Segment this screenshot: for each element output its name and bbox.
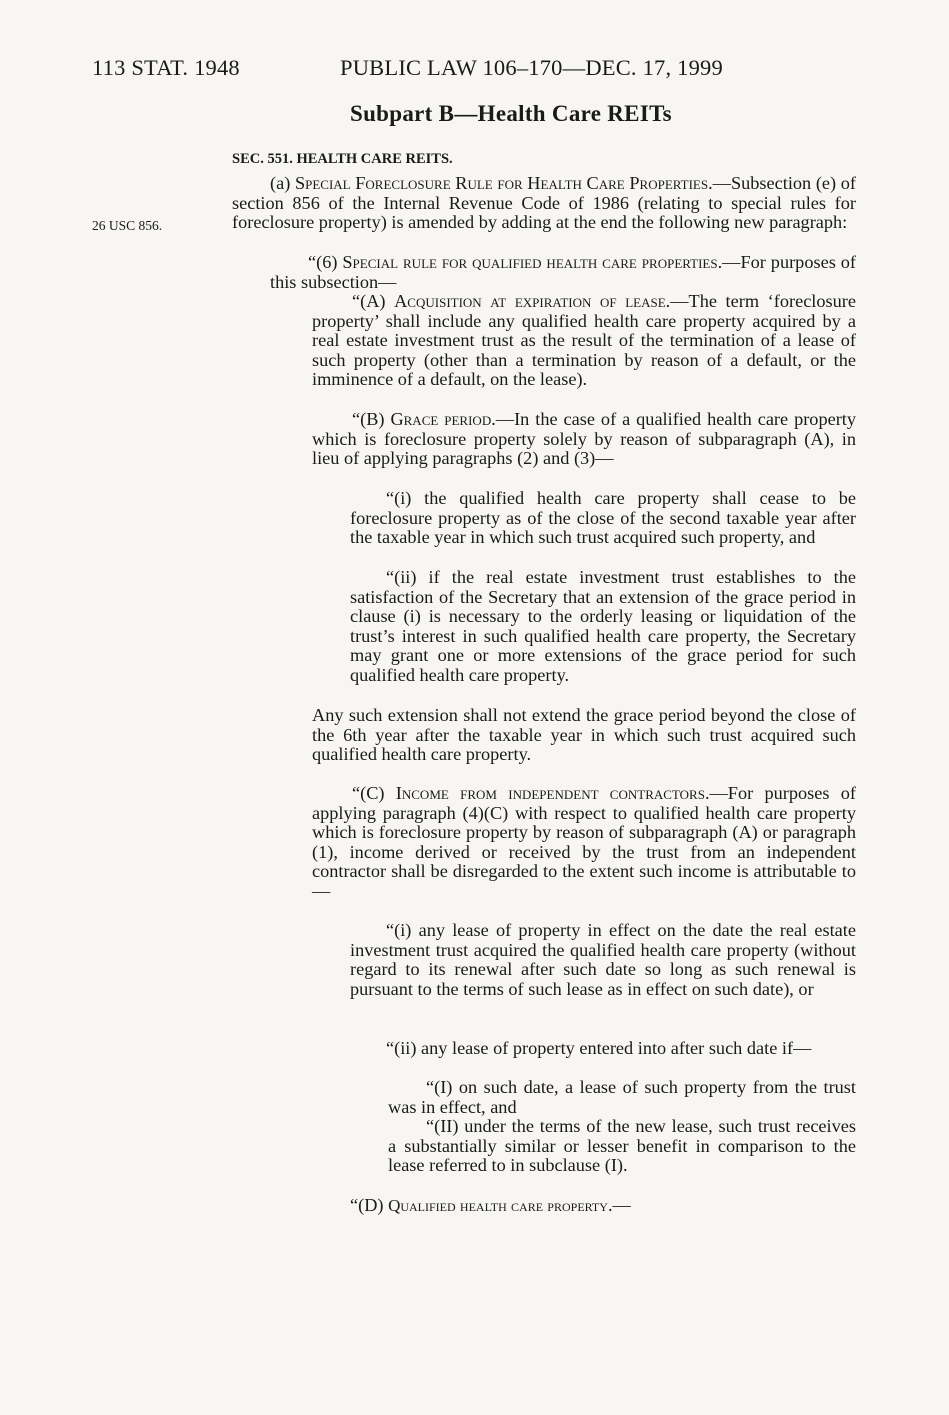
paragraph-6-body: .—For purposes of this subsection— [270, 252, 856, 292]
clause-C-ii: “(ii) any lease of property entered into after such date if— [386, 1038, 812, 1058]
paragraph-a-lead: (a) [270, 173, 295, 193]
subparagraph-D-lead: “(D) [350, 1195, 389, 1215]
margin-citation: 26 USC 856. [92, 218, 163, 233]
subparagraph-C-lead: “(C) [352, 783, 396, 803]
subparagraph-A [312, 292, 856, 390]
subparagraph-C [312, 784, 856, 902]
law-title: PUBLIC LAW 106–170—DEC. 17, 1999 [340, 55, 723, 80]
subparagraph-D [350, 1196, 856, 1216]
subparagraph-C-caption: Income from independent contractors [395, 783, 705, 803]
subparagraph-D-body: .— [607, 1195, 631, 1215]
subparagraph-B [312, 410, 856, 469]
subparagraph-D-caption: Qualified health care property [388, 1196, 608, 1215]
subparagraph-B-lead: “(B) [352, 409, 391, 429]
paragraph-6-caption: Special rule for qualified health care properties [342, 252, 718, 272]
paragraph-6 [270, 253, 856, 292]
running-head [92, 55, 792, 85]
subpart-title: Subpart B—Health Care REITs [350, 101, 672, 126]
paragraph-a-caption: Special Foreclosure Rule for Health Care Properties [294, 173, 709, 193]
subclause-I: “(I) on such date, a lease of such property from the trust was in effect, and [388, 1077, 856, 1117]
subparagraph-A-lead: “(A) [352, 291, 395, 311]
statute-page-number: 113 STAT. 1948 [92, 55, 240, 80]
subclause-II: “(II) under the terms of the new lease, such trust receives a substantially similar or lesser benefit in comparison to the lease referred to in subclause (I). [388, 1116, 856, 1176]
clause-B-ii: “(ii) if the real estate investment trust establishes to the satisfaction of the Secretary that an extension of the grace period in clause (i) is necessary to the orderly leasing or liquidation of the trust’s interest in such qualified health care property, the Secretary may grant one or more extensions of the grace period for such qualified health care property. [350, 567, 856, 685]
extension-limit-text: Any such extension shall not extend the grace period beyond the close of the 6th year after the taxable year in which such trust acquired such qualified health care property. [312, 705, 856, 765]
subparagraph-A-body: .—The term ‘foreclosure property’ shall include any qualified health care property acquired by a real estate investment trust as the result of the termination of a lease of such property (other than a termination by reason of a default, or the imminence of a default, on the lease). [312, 291, 856, 390]
paragraph-6-lead: “(6) [308, 252, 343, 272]
subparagraph-A-caption: Acquisition at expiration of lease [394, 291, 666, 311]
paragraph-a-body: .—Subsection (e) of section 856 of the Internal Revenue Code of 1986 (relating to special rules for foreclosure property) is amended by adding at the end the following new paragraph: [232, 173, 856, 233]
subparagraph-C-body: .—For purposes of applying paragraph (4)(C) with respect to qualified health care property which is foreclosure property by reason of subparagraph (A) or paragraph (1), income derived or received by the trust from an independent contractor shall be disregarded to the extent such income is attributable to— [312, 783, 856, 901]
subparagraph-B-body: .—In the case of a qualified health care property which is foreclosure property solely by reason of subparagraph (A), in lieu of applying paragraphs (2) and (3)— [312, 409, 857, 469]
clause-B-i: “(i) the qualified health care property shall cease to be foreclosure property as of the close of the second taxable year after the taxable year in which such trust acquired such property, and [350, 488, 856, 548]
section-heading: SEC. 551. HEALTH CARE REITS. [232, 151, 453, 167]
clause-C-i: “(i) any lease of property in effect on the date the real estate investment trust acquired the qualified health care property (without regard to its renewal after such date so long as such renewal is pursuant to the terms of such lease as in effect on such date), or [350, 920, 856, 999]
paragraph-a [232, 174, 856, 233]
subparagraph-B-caption: Grace period [390, 409, 492, 429]
